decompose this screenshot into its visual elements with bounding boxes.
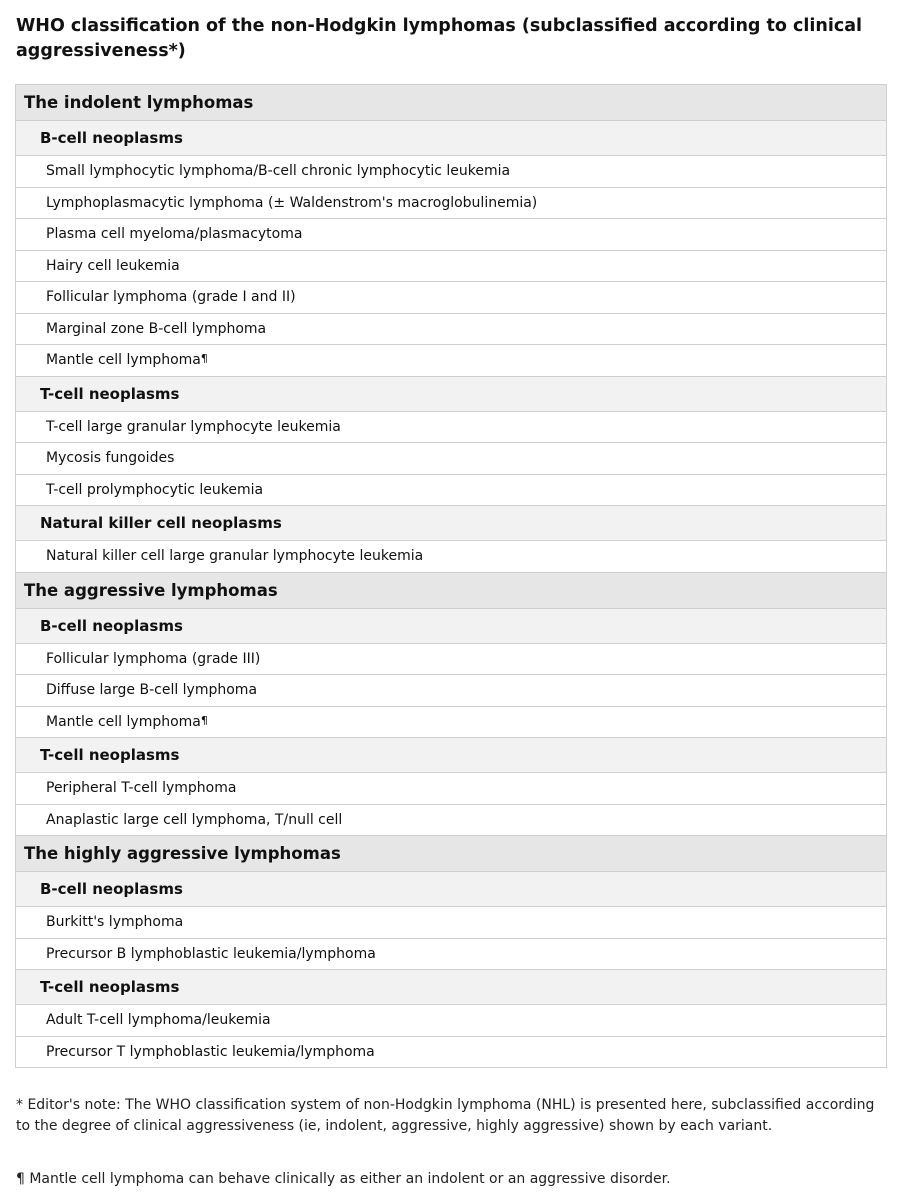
group-header-label: B-cell neoplasms: [40, 129, 183, 147]
table-row: [16, 706, 887, 738]
group-header-label: T-cell neoplasms: [40, 978, 180, 996]
table-row: [16, 675, 887, 707]
table-row-cell: [16, 706, 887, 738]
table-row: [16, 938, 887, 970]
table-row: [16, 773, 887, 805]
table-row: [16, 1005, 887, 1037]
table-row-label: Mantle cell lymphoma: [46, 713, 201, 730]
table-row-label: Precursor T lymphoblastic leukemia/lymphoma: [46, 1043, 375, 1060]
editor-note: * Editor's note: The WHO classification system of non-Hodgkin lymphoma (NHL) is presented here, subclassified according to the degree of clinical aggressiveness (ie, indolent, aggressive, highly aggressive) shown by each variant.: [16, 1097, 875, 1134]
table-row-cell: [16, 1005, 887, 1037]
table-row: [16, 474, 887, 506]
table-row-label: T-cell prolymphocytic leukemia: [46, 481, 264, 498]
group-header: [16, 738, 887, 773]
group-header-cell: [16, 872, 887, 907]
group-header: [16, 121, 887, 156]
section-header: [16, 85, 887, 121]
table-row: [16, 411, 887, 443]
table-row-cell: [16, 187, 887, 219]
table-row-label: Marginal zone B-cell lymphoma: [46, 320, 267, 337]
section-header-cell: [16, 836, 887, 872]
section-header-label: The highly aggressive lymphomas: [24, 844, 341, 863]
table-row-label: Follicular lymphoma (grade III): [46, 650, 261, 667]
table-row: [16, 313, 887, 345]
table-row-label: Diffuse large B-cell lymphoma: [46, 682, 258, 699]
table-row-label: Mycosis fungoides: [46, 450, 175, 467]
table-title: WHO classification of the non-Hodgkin lymphomas (subclassified according to clinical aggressiveness*): [16, 16, 863, 61]
table-row: [16, 541, 887, 573]
table-row: [16, 187, 887, 219]
group-header: [16, 872, 887, 907]
table-row: [16, 156, 887, 188]
table-row-cell: [16, 907, 887, 939]
mantle-footnote: ¶ Mantle cell lymphoma can behave clinically as either an indolent or an aggressive disorder.: [16, 1171, 671, 1187]
table-row-label: Hairy cell leukemia: [46, 257, 180, 274]
table-row-cell: [16, 773, 887, 805]
footnote-mark: ¶: [200, 713, 208, 727]
table-row: [16, 1036, 887, 1068]
section-header-cell: [16, 572, 887, 608]
group-header-cell: [16, 121, 887, 156]
table-row: [16, 219, 887, 251]
table-row: [16, 250, 887, 282]
table-row: [16, 643, 887, 675]
table-row: [16, 907, 887, 939]
classification-table: [15, 84, 887, 1068]
section-header: [16, 572, 887, 608]
section-header-cell: [16, 85, 887, 121]
table-row-cell: [16, 474, 887, 506]
table-row: [16, 443, 887, 475]
table-row-cell: [16, 938, 887, 970]
group-header-cell: [16, 970, 887, 1005]
table-row: [16, 804, 887, 836]
table-row-label: Mantle cell lymphoma: [46, 352, 201, 369]
table-row-cell: [16, 675, 887, 707]
group-header-label: B-cell neoplasms: [40, 616, 183, 635]
group-header-label: T-cell neoplasms: [40, 746, 180, 764]
group-header-label: Natural killer cell neoplasms: [40, 514, 282, 532]
section-header: [16, 836, 887, 872]
table-row-label: Lymphoplasmacytic lymphoma (± Waldenstrom's macroglobulinemia): [46, 194, 538, 211]
table-row-cell: [16, 411, 887, 443]
table-row-cell: [16, 1036, 887, 1068]
section-header-label: The aggressive lymphomas: [24, 580, 278, 600]
table-row-label: Precursor B lymphoblastic leukemia/lymphoma: [46, 945, 376, 962]
table-row-cell: [16, 313, 887, 345]
table-row-label: Natural killer cell large granular lymphocyte leukemia: [46, 548, 424, 565]
table-row-label: Anaplastic large cell lymphoma, T/null cell: [46, 811, 343, 828]
section-header-label: The indolent lymphomas: [24, 93, 254, 112]
table-row-label: Follicular lymphoma (grade I and II): [46, 289, 296, 306]
table-row-cell: [16, 250, 887, 282]
group-header-cell: [16, 376, 887, 411]
table-row-label: Plasma cell myeloma/plasmacytoma: [46, 226, 303, 243]
table-row-cell: [16, 541, 887, 573]
table-row: [16, 345, 887, 377]
table-row-label: Peripheral T-cell lymphoma: [46, 780, 237, 797]
table-row-cell: [16, 443, 887, 475]
table-row-cell: [16, 219, 887, 251]
group-header-cell: [16, 506, 887, 541]
table-row: [16, 282, 887, 314]
table-row-cell: [16, 804, 887, 836]
group-header-label: B-cell neoplasms: [40, 880, 183, 898]
table-row-label: T-cell large granular lymphocyte leukemia: [46, 418, 341, 435]
group-header: [16, 376, 887, 411]
table-row-cell: [16, 643, 887, 675]
group-header-cell: [16, 738, 887, 773]
group-header: [16, 970, 887, 1005]
table-row-cell: [16, 156, 887, 188]
group-header: [16, 608, 887, 643]
group-header-cell: [16, 608, 887, 643]
table-row-label: Adult T-cell lymphoma/leukemia: [46, 1012, 271, 1029]
table-row-label: Burkitt's lymphoma: [46, 914, 184, 931]
table-row-cell: [16, 282, 887, 314]
table-row-cell: [16, 345, 887, 377]
group-header-label: T-cell neoplasms: [40, 384, 180, 403]
footnote-mark: ¶: [200, 352, 208, 366]
table-row-label: Small lymphocytic lymphoma/B-cell chronic lymphocytic leukemia: [46, 163, 511, 180]
group-header: [16, 506, 887, 541]
